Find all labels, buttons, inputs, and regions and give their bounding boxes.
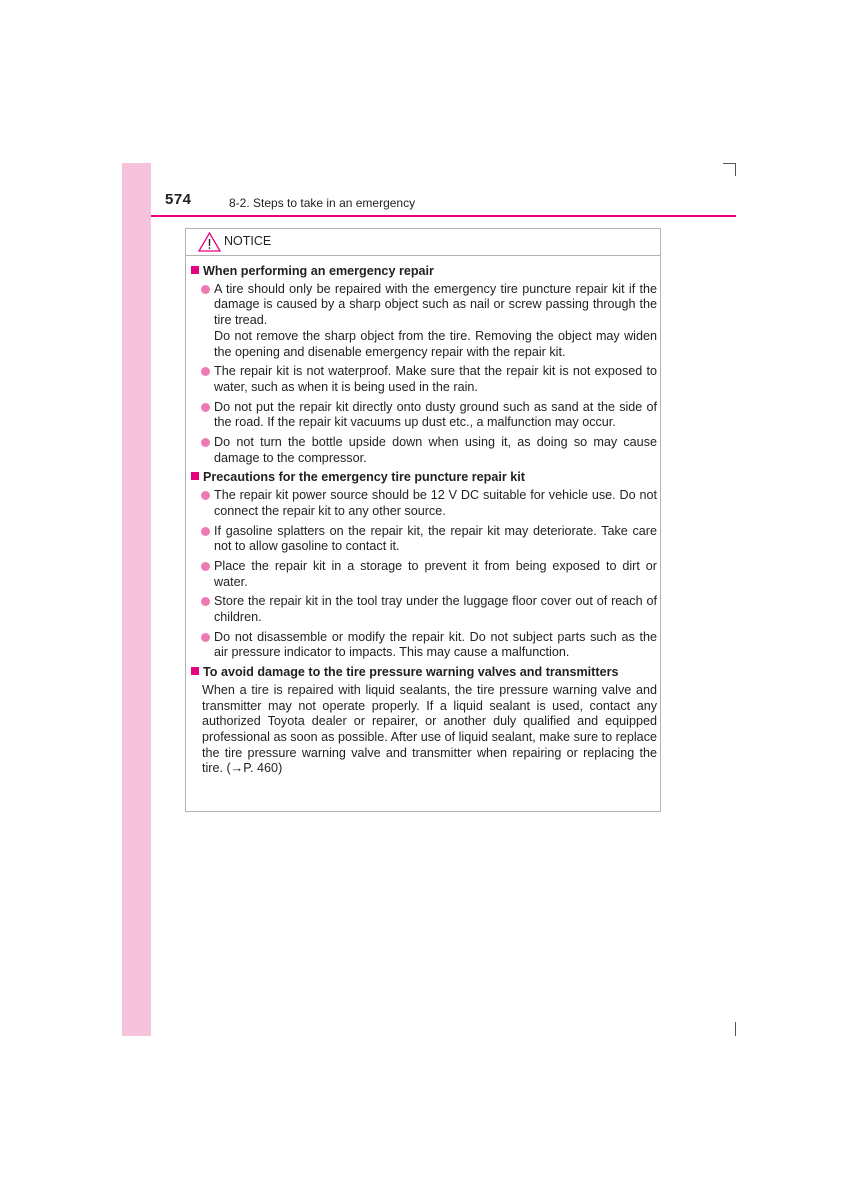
- bullet-text: Store the repair kit in the tool tray under the luggage floor cover out of reach of children.: [214, 594, 657, 625]
- crop-mark: [735, 1022, 736, 1036]
- section-paragraph: When a tire is repaired with liquid sealants, the tire pressure warning valve and transmitter may not operate properly. If a liquid sealant is used, contact any authorized Toyota dealer or repairer, or another duly qualified and equipped professional as soon as possible. After use of liquid sealant, make sure to replace the tire pressure warning valve and transmitter when repairing or replacing the tire. (→P. 460): [202, 682, 657, 776]
- list-item: [191, 400, 657, 431]
- circle-bullet-icon: [201, 285, 210, 294]
- bullet-text: The repair kit power source should be 12 V DC suitable for vehicle use. Do not connect the repair kit to any other source.: [214, 488, 657, 518]
- bullet-text: The repair kit is not waterproof. Make sure that the repair kit is not exposed to water, such as when it is being used in the rain.: [214, 364, 657, 394]
- header-rule: [151, 215, 736, 217]
- notice-body: [191, 264, 657, 777]
- page-number: 574: [165, 191, 192, 208]
- circle-bullet-icon: [201, 438, 210, 447]
- list-item: [191, 559, 657, 590]
- notice-label: NOTICE: [224, 234, 272, 248]
- bullet-text: Place the repair kit in a storage to prevent it from being exposed to dirt or water.: [214, 558, 657, 589]
- circle-bullet-icon: [201, 367, 210, 376]
- section-heading: To avoid damage to the tire pressure warning valves and transmitters: [191, 665, 657, 681]
- bullet-text: If gasoline splatters on the repair kit, the repair kit may deteriorate. Take care not to allow gasoline to contact it.: [214, 523, 657, 554]
- crop-mark: [735, 163, 736, 176]
- list-item: [191, 488, 657, 519]
- square-bullet-icon: [191, 266, 199, 274]
- list-item: [191, 435, 657, 466]
- notice-box: [185, 228, 661, 812]
- list-item: [191, 282, 657, 361]
- circle-bullet-icon: [201, 597, 210, 606]
- circle-bullet-icon: [201, 633, 210, 642]
- list-item: [191, 594, 657, 625]
- circle-bullet-icon: [201, 527, 210, 536]
- side-tab-bar: [122, 163, 151, 1036]
- circle-bullet-icon: [201, 403, 210, 412]
- square-bullet-icon: [191, 472, 199, 480]
- list-item: [191, 630, 657, 661]
- section-heading: When performing an emergency repair: [191, 264, 657, 280]
- section-title: 8-2. Steps to take in an emergency: [229, 196, 416, 210]
- circle-bullet-icon: [201, 491, 210, 500]
- warning-triangle-icon: [198, 232, 221, 252]
- bullet-text: Do not remove the sharp object from the tire. Removing the object may widen the opening and disenable emergency repair with the repair kit.: [214, 328, 657, 359]
- list-item: [191, 364, 657, 395]
- list-item: [191, 524, 657, 555]
- section-heading: Precautions for the emergency tire puncture repair kit: [191, 470, 657, 486]
- circle-bullet-icon: [201, 562, 210, 571]
- bullet-text: Do not turn the bottle upside down when using it, as doing so may cause damage to the compressor.: [214, 435, 657, 465]
- bullet-text: Do not put the repair kit directly onto dusty ground such as sand at the side of the road. If the repair kit vacuums up dust etc., a malfunction may occur.: [214, 399, 657, 430]
- bullet-text: Do not disassemble or modify the repair kit. Do not subject parts such as the air pressure indicator to impacts. This may cause a malfunction.: [214, 629, 657, 660]
- notice-header: [186, 229, 660, 256]
- bullet-text: A tire should only be repaired with the emergency tire puncture repair kit if the damage is caused by a sharp object such as nail or screw passing through the tire tread.: [214, 281, 657, 328]
- square-bullet-icon: [191, 667, 199, 675]
